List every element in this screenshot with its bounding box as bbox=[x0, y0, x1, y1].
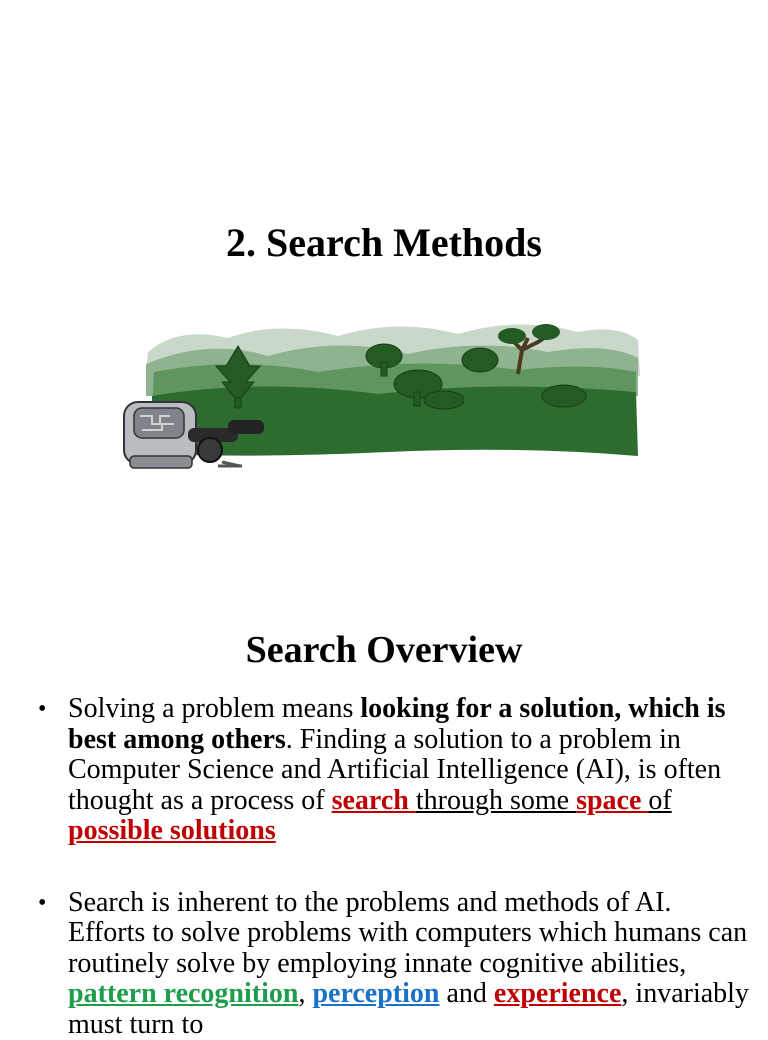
landscape-robot-clipart bbox=[118, 316, 650, 478]
bullet-dot: • bbox=[38, 888, 46, 919]
bullet-dot: • bbox=[38, 694, 46, 725]
bullet-text: , bbox=[298, 978, 312, 1009]
bullet-text: Solving a problem means bbox=[68, 693, 360, 724]
bullet-item bbox=[38, 888, 754, 1040]
term-perception: perception bbox=[312, 978, 439, 1009]
term-pattern-recognition: pattern recognition bbox=[68, 978, 298, 1009]
bullet-text: . Finding a solution to a problem in Computer Science and Artificial Intelligence (AI), is often thought as a process of bbox=[68, 724, 721, 816]
bullet-text: Search is inherent to the problems and methods of AI. Efforts to solve problems with computers which humans can routinely solve by employing innate cognitive abilities, bbox=[68, 887, 747, 979]
slide-title: 2. Search Methods bbox=[0, 216, 768, 270]
term-of: of bbox=[648, 785, 671, 816]
bullet-text: and bbox=[439, 978, 493, 1009]
bullet-text: , invariably must turn to bbox=[68, 978, 749, 1040]
term-space: space bbox=[576, 785, 648, 816]
term-possible-solutions: possible solutions bbox=[68, 815, 276, 846]
term-through: through some bbox=[416, 785, 576, 816]
bullet-bold-text: looking for a solution, which is best among others bbox=[68, 693, 726, 755]
overview-bullets bbox=[38, 694, 754, 1040]
term-experience: experience bbox=[494, 978, 622, 1009]
term-search: search bbox=[332, 785, 416, 816]
bullet-item bbox=[38, 694, 754, 847]
overview-title: Search Overview bbox=[0, 624, 768, 676]
